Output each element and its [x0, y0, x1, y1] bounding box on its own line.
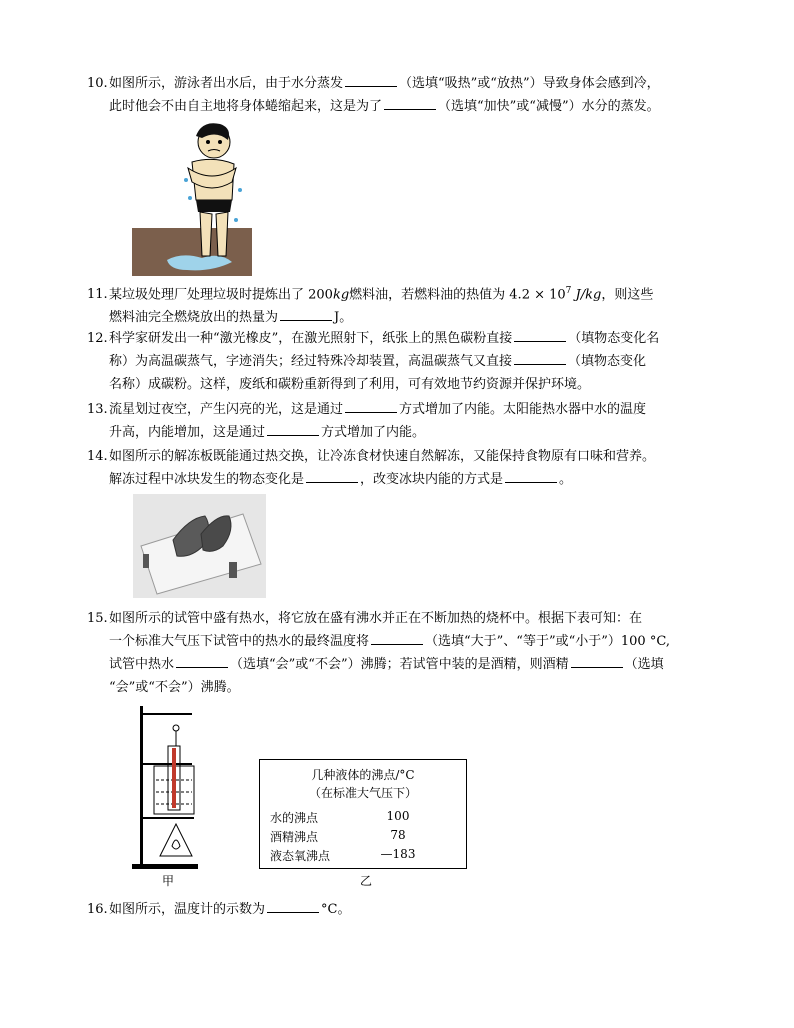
- answer-blank[interactable]: [176, 653, 228, 668]
- answer-blank[interactable]: [306, 468, 358, 483]
- answer-blank[interactable]: [267, 898, 319, 913]
- question-number: 13.: [87, 402, 108, 417]
- question-14: 14.如图所示的解冻板既能通过热交换，让冷冻食材快速自然解冻，又能保持食物原有口味和营养。 解冻过程中冰块发生的物态变化是 ，改变冰块内能的方式是 。: [109, 445, 719, 491]
- question-11: 11.某垃圾处理厂处理垃圾时提炼出了 200kg燃料油，若燃料油的热值为 $4.2 \times 10^7$ J/kg，则这些 燃料油完全燃烧放出的热量为 J。: [109, 280, 719, 329]
- question-number: 10.: [87, 76, 108, 91]
- question-number: 12.: [87, 331, 108, 346]
- question-15: 15.如图所示的试管中盛有热水，将它放在盛有沸水并正在不断加热的烧杯中。根据下表可知：在 一个标准大气压下试管中的热水的最终温度将 （选填“大于”、“等于”或“小于”）100 °C, 试管中热水 （选填“会”或“不会”）沸腾；若试管中装的是酒精，则酒精 （选填 “会”或“不会”）沸腾。: [109, 607, 719, 699]
- answer-blank[interactable]: [280, 306, 332, 321]
- table-subtitle: （在标准大气压下）: [308, 786, 417, 800]
- answer-blank[interactable]: [371, 630, 423, 645]
- question-16: 16.如图所示，温度计的示数为 °C。: [109, 898, 719, 921]
- answer-blank[interactable]: [345, 72, 397, 87]
- table-title: 几种液体的沸点/°C: [311, 768, 415, 782]
- swimmer-figure: [132, 120, 252, 276]
- thawing-board-figure: [133, 494, 266, 598]
- question-number: 15.: [87, 611, 108, 626]
- question-number: 11.: [87, 287, 108, 303]
- answer-blank[interactable]: [571, 653, 623, 668]
- answer-blank[interactable]: [514, 350, 566, 365]
- figure-b-label: 乙: [360, 874, 373, 888]
- table-row: 液态氧沸点 —183: [270, 847, 416, 863]
- answer-blank[interactable]: [505, 468, 557, 483]
- question-13: 13.流星划过夜空，产生闪亮的光，这是通过 方式增加了内能。太阳能热水器中水的温度 升高，内能增加，这是通过 方式增加了内能。: [109, 398, 719, 444]
- table-row: 水的沸点 100: [270, 809, 410, 825]
- question-number: 16.: [87, 902, 108, 917]
- question-12: 12.科学家研发出一种“激光橡皮”，在激光照射下，纸张上的黑色碳粉直接 （填物态变化名 称）为高温碳蒸气，字迹消失；经过特殊冷却装置，高温碳蒸气又直接 （填物态变化 名称）成碳粉。这样，废纸和碳粉重新得到了利用，可有效地节约资源并保护环境。: [109, 327, 719, 396]
- boiling-apparatus-figure: [132, 706, 202, 870]
- figure-a-label: 甲: [162, 874, 175, 888]
- answer-blank[interactable]: [345, 398, 397, 413]
- answer-blank[interactable]: [267, 421, 319, 436]
- answer-blank[interactable]: [514, 327, 566, 342]
- table-row: 酒精沸点 78: [270, 828, 406, 844]
- question-number: 14.: [87, 449, 108, 464]
- answer-blank[interactable]: [384, 95, 436, 110]
- boiling-point-table: [259, 759, 467, 869]
- question-10: 10.如图所示，游泳者出水后，由于水分蒸发 （选填“吸热”或“放热”）导致身体会感到冷， 此时他会不由自主地将身体蜷缩起来，这是为了 （选填“加快”或“减慢”）水分的蒸发。: [109, 72, 719, 118]
